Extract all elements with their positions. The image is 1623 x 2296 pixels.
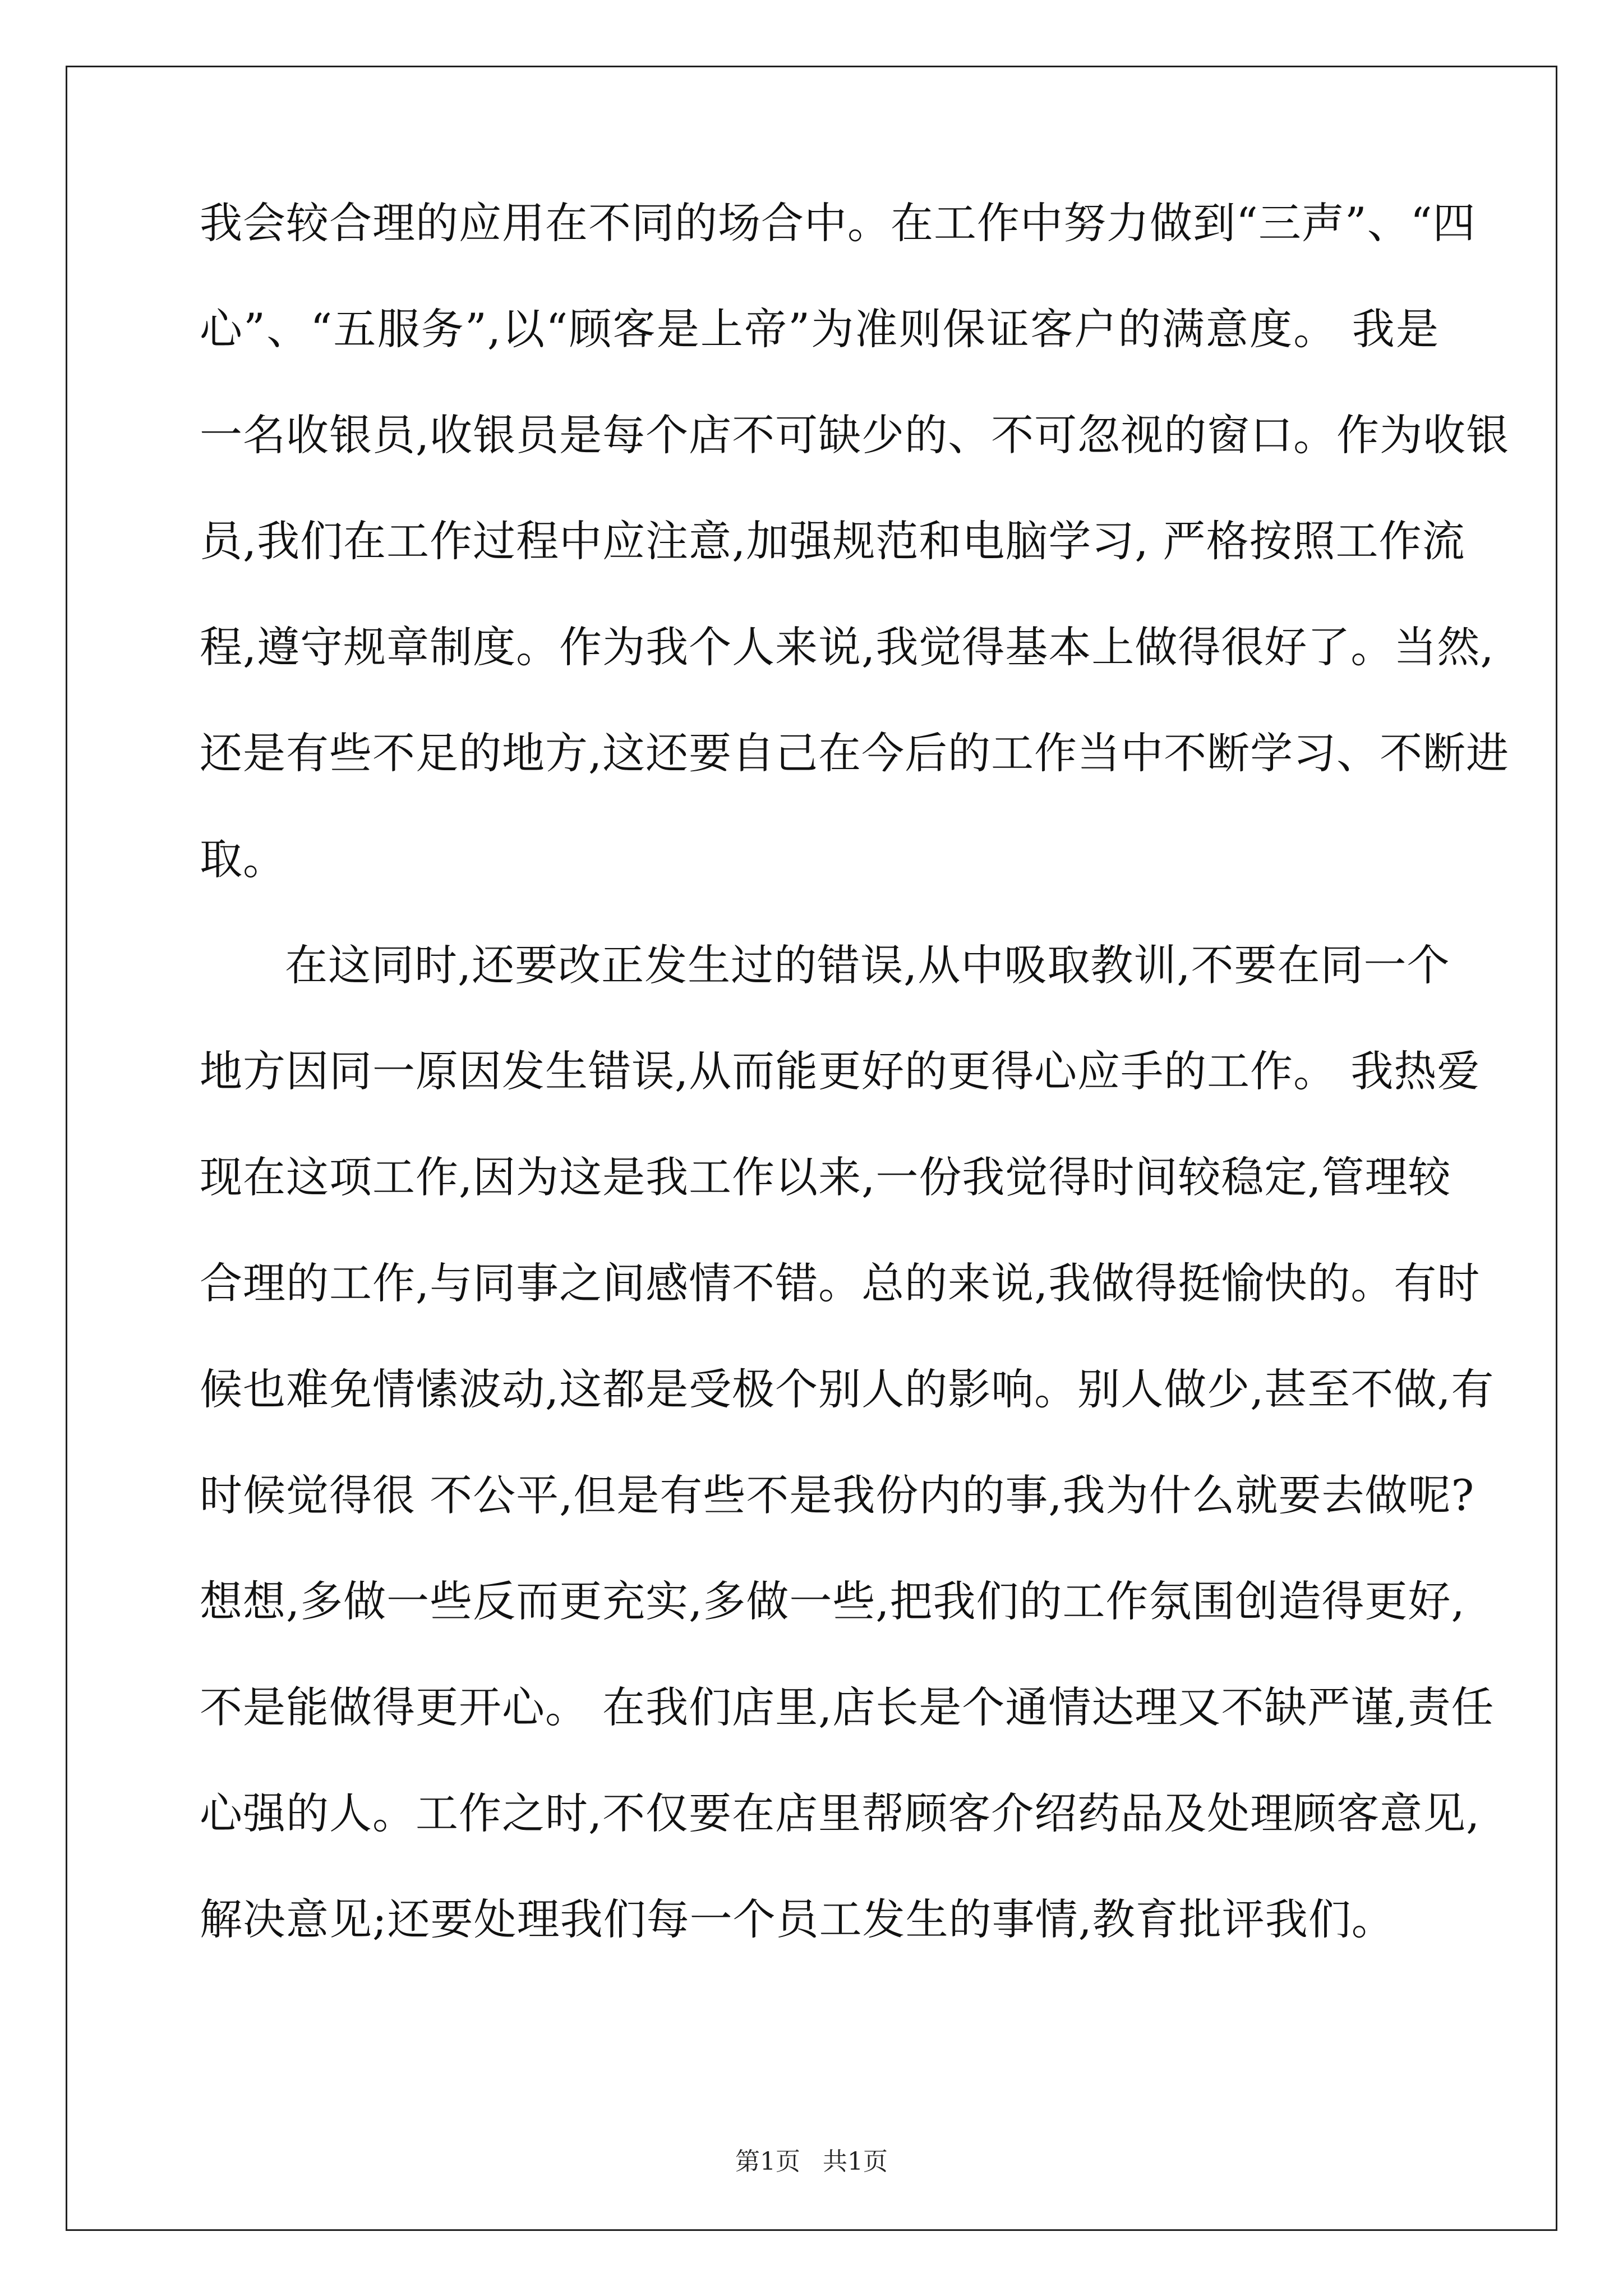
text-line: 时候觉得很 不公平,但是有些不是我份内的事,我为什么就要去做呢? xyxy=(200,1470,1475,1520)
page-total: 共1页 xyxy=(823,2147,888,2176)
paragraph-1 xyxy=(200,198,1510,944)
page-footer xyxy=(0,2147,1623,2176)
text-line: 取。 xyxy=(200,834,286,884)
document-body xyxy=(200,198,1510,2004)
text-line: 解决意见;还要处理我们每一个员工发生的事情,教育批评我们。 xyxy=(200,1894,1395,1944)
text-line: 心强的人。工作之时,不仅要在店里帮顾客介绍药品及处理顾客意见, xyxy=(200,1788,1481,1838)
text-line: 不是能做得更开心。 在我们店里,店长是个通情达理又不缺严谨,责任 xyxy=(200,1682,1495,1732)
text-line: 在这同时,还要改正发生过的错误,从中吸取教训,不要在同一个 xyxy=(285,940,1450,990)
text-line: 我会较合理的应用在不同的场合中。在工作中努力做到“三声”、“四 xyxy=(200,198,1476,248)
text-line: 还是有些不足的地方,这还要自己在今后的工作当中不断学习、不断进 xyxy=(200,728,1510,778)
text-line: 程,遵守规章制度。作为我个人来说,我觉得基本上做得很好了。当然, xyxy=(200,622,1495,672)
text-line: 想想,多做一些反而更充实,多做一些,把我们的工作氛围创造得更好, xyxy=(200,1576,1465,1626)
text-line: 员,我们在工作过程中应注意,加强规范和电脑学习, 严格按照工作流 xyxy=(200,516,1465,566)
text-line: 地方因同一原因发生错误,从而能更好的更得心应手的工作。 我热爱 xyxy=(200,1046,1481,1096)
text-line: 候也难免情愫波动,这都是受极个别人的影响。别人做少,甚至不做,有 xyxy=(200,1364,1495,1414)
text-line: 心”、“五服务”,以“顾客是上帝”为准则保证客户的满意度。 我是 xyxy=(200,304,1439,354)
text-line: 合理的工作,与同事之间感情不错。总的来说,我做得挺愉快的。有时 xyxy=(200,1258,1481,1308)
paragraph-2 xyxy=(200,940,1495,2004)
text-line: 一名收银员,收银员是每个店不可缺少的、不可忽视的窗口。作为收银 xyxy=(200,410,1510,460)
text-line: 现在这项工作,因为这是我工作以来,一份我觉得时间较稳定,管理较 xyxy=(200,1152,1451,1202)
page-number: 第1页 xyxy=(735,2147,800,2176)
